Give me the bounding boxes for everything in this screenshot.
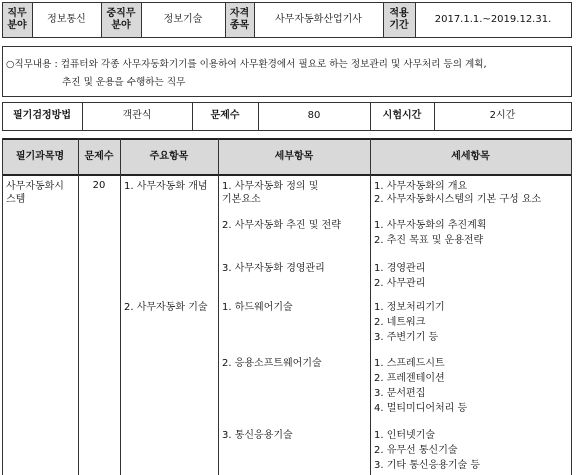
detail-item: 1. 사무자동화의 개요: [374, 181, 468, 192]
subject-name: 사무자동화시 스템: [6, 181, 64, 205]
grid-line: [2, 138, 572, 140]
detail-item: 3. 문서편집: [374, 388, 426, 399]
sub-item: 2. 사무자동화 추진 및 전략: [222, 220, 341, 231]
grid-line: [2, 102, 572, 103]
grid-line: [192, 102, 193, 131]
grid-line: [2, 102, 3, 131]
col-header-subject: 필기과목명: [15, 150, 65, 162]
detail-item: 1. 경영관리: [374, 263, 426, 274]
col-header-count: 문제수: [84, 150, 114, 162]
grid-line: [2, 2, 3, 38]
grid-line: [218, 138, 219, 475]
col-header-detail-items: 세세항목: [451, 150, 490, 162]
grid-line: [2, 37, 572, 38]
time-value: 2시간: [489, 110, 516, 122]
cert-label: 자격 종목: [229, 7, 250, 31]
time-label: 시험시간: [382, 110, 422, 122]
detail-item: 3. 기타 통신응용기술 등: [374, 460, 481, 471]
grid-line: [254, 2, 255, 38]
grid-line: [2, 96, 572, 97]
count-label: 문제수: [210, 110, 240, 122]
cert-value: 사무자동화산업기사: [275, 13, 362, 25]
grid-line: [571, 138, 572, 475]
grid-line: [141, 2, 142, 38]
grid-line: [2, 2, 572, 3]
sub-item: 1. 하드웨어기술: [222, 302, 293, 313]
detail-item: 1. 인터넷기술: [374, 430, 436, 441]
grid-line: [434, 102, 435, 131]
field-value: 정보통신: [47, 13, 86, 25]
grid-line: [2, 46, 3, 97]
field-label: 직무 분야: [7, 7, 27, 31]
grid-line: [82, 102, 83, 131]
grid-line: [101, 2, 102, 38]
count-value: 80: [307, 110, 321, 122]
grid-line: [370, 102, 371, 131]
main-item: 2. 사무자동화 기술: [124, 302, 208, 313]
sub-item: 3. 사무자동화 경영관리: [222, 263, 325, 274]
detail-item: 2. 프레젠테이션: [374, 373, 445, 384]
detail-item: 1. 스프레드시트: [374, 358, 445, 369]
grid-line: [2, 138, 3, 475]
grid-line: [370, 138, 371, 475]
job-description-line1: ○직무내용 : 컴퓨터와 각종 사무자동화기기를 이용하여 사무환경에서 필요로 하는 정보관리 및 사무처리 등의 계획,: [6, 59, 487, 70]
sub-item: 1. 사무자동화 정의 및 기본요소: [222, 181, 319, 205]
detail-item: 1. 사무자동화의 추진계획: [374, 220, 487, 231]
grid-line: [120, 138, 121, 475]
grid-line: [415, 2, 416, 38]
main-item: 1. 사무자동화 개념: [124, 181, 208, 192]
grid-line: [571, 102, 572, 131]
sub-item: 3. 통신응용기술: [222, 430, 293, 441]
grid-line: [32, 2, 33, 38]
detail-item: 4. 멀티미디어처리 등: [374, 403, 468, 414]
detail-item: 2. 사무자동화시스템의 기본 구성 요소: [374, 194, 542, 205]
detail-item: 1. 정보처리기기: [374, 302, 445, 313]
subfield-value: 정보기술: [163, 13, 203, 25]
detail-item: 2. 사무관리: [374, 278, 426, 289]
grid-line: [78, 138, 79, 475]
detail-item: 2. 추진 목표 및 운용전략: [374, 235, 484, 246]
grid-line: [571, 46, 572, 97]
detail-item: 2. 네트워크: [374, 317, 426, 328]
grid-line: [225, 2, 226, 38]
grid-line: [2, 46, 572, 47]
grid-line: [258, 102, 259, 131]
grid-line: [2, 174, 572, 176]
subfield-label: 중직무 분야: [106, 7, 136, 31]
subject-count: 20: [92, 180, 106, 192]
grid-line: [571, 2, 572, 38]
method-label: 필기검정방법: [13, 110, 71, 122]
col-header-sub-items: 세부항목: [274, 150, 314, 162]
detail-item: 2. 유무선 통신기술: [374, 445, 458, 456]
sub-item: 2. 응용소프트웨어기술: [222, 358, 322, 369]
col-header-main-items: 주요항목: [149, 150, 189, 162]
method-value: 객관식: [122, 110, 152, 122]
period-label: 적용 기간: [389, 7, 409, 31]
grid-line: [383, 2, 384, 38]
period-value: 2017.1.1.~2019.12.31.: [434, 13, 552, 25]
detail-item: 3. 주변기기 등: [374, 332, 439, 343]
grid-line: [2, 130, 572, 131]
job-description-line2: 추진 및 운용을 수행하는 직무: [62, 77, 186, 88]
